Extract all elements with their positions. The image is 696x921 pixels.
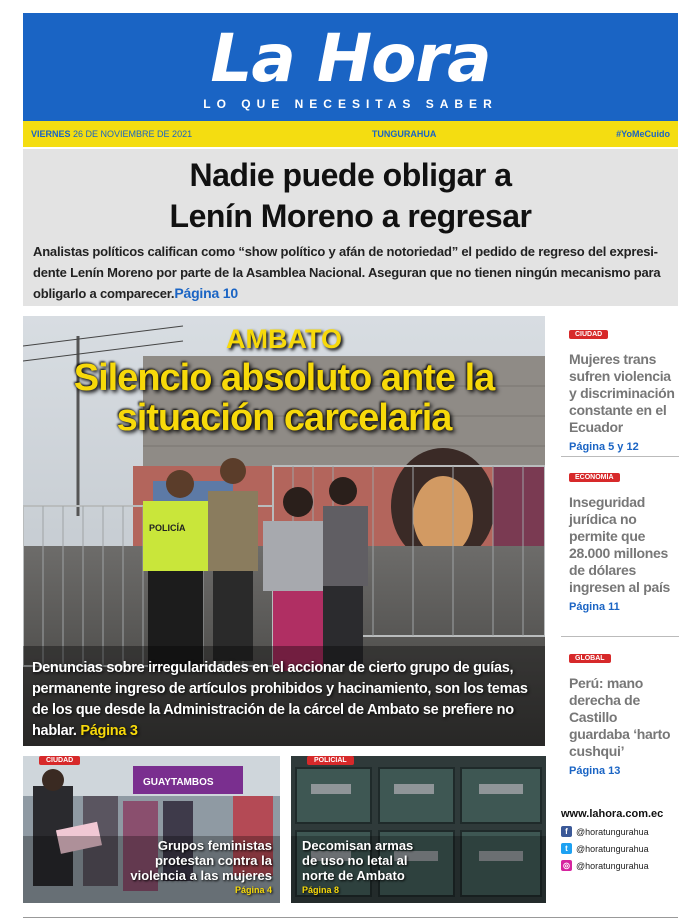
lead-headline[interactable] [23, 155, 678, 237]
brief-3-text: Perú: mano derecha de Castillo guardaba ‘harto cushqui’ [569, 675, 671, 759]
main-caption [32, 658, 542, 742]
facebook-icon: f [561, 826, 572, 837]
bottom-left-tag: CIUDAD [39, 756, 80, 765]
hashtag: #YoMeCuido [616, 129, 670, 139]
date-line [31, 129, 192, 139]
brief-3[interactable] [561, 647, 679, 777]
social-links [561, 808, 686, 871]
brief-1[interactable] [561, 323, 679, 453]
brief-1-page[interactable]: Página 5 y 12 [569, 441, 639, 453]
divider [561, 636, 679, 637]
lead-story [23, 149, 678, 306]
bottom-right-caption-line-1: Decomisan armas [302, 838, 414, 853]
main-page-link[interactable]: Página 3 [80, 723, 138, 739]
bottom-left-page[interactable]: Página 4 [234, 885, 272, 895]
bottom-right-caption-line-3: norte de Ambato [302, 868, 405, 883]
lead-deck-text: Analistas políticos califican como “show político y afán de notoriedad” el pedido de regreso del expresi-dente Lenín Moreno por parte de la Asamblea Nacional. Aseguran que no tienen ningún mecanismo para obligarlo a comparecer. [33, 244, 661, 301]
brief-2[interactable] [561, 466, 679, 613]
twitter-handle: @horatungurahua [576, 843, 649, 854]
bottom-right-caption-line-2: de uso no letal al [302, 853, 408, 868]
weekday: VIERNES [31, 129, 71, 139]
main-headline[interactable] [23, 358, 545, 438]
divider [561, 456, 679, 457]
tagline: LO QUE NECESITAS SABER [203, 97, 498, 111]
bottom-left-story[interactable] [23, 756, 280, 903]
instagram-handle: @horatungurahua [576, 860, 649, 871]
facebook-handle: @horatungurahua [576, 826, 649, 837]
brief-3-tag: GLOBAL [569, 654, 611, 663]
facebook-row[interactable] [561, 826, 686, 837]
twitter-icon: t [561, 843, 572, 854]
twitter-row[interactable] [561, 843, 686, 854]
lead-headline-line-1: Nadie puede obligar a [189, 157, 512, 193]
bottom-left-caption-line-3: violencia a las mujeres [130, 868, 272, 883]
lead-headline-line-2: Lenín Moreno a regresar [169, 198, 532, 234]
brief-2-text: Inseguridad jurídica no permite que 28.000 millones de dólares ingresen al país [569, 494, 671, 595]
police-vest-label: POLICÍA [149, 523, 186, 533]
bottom-left-caption-line-2: protestan contra la [154, 853, 272, 868]
date-band [23, 121, 678, 147]
lead-page-link[interactable]: Página 10 [174, 285, 238, 301]
main-caption-text: Denuncias sobre irregularidades en el accionar de cierto grupo de guías, permanente ingreso de artículos prohibidos y hacinamiento, son los temas de los que desde la Administración de la cárcel de Ambato se prefiere no hablar. [32, 660, 528, 739]
bottom-right-page[interactable]: Página 8 [302, 885, 340, 895]
bottom-left-caption [130, 838, 272, 898]
instagram-icon: ◎ [561, 860, 572, 871]
footer-divider [23, 917, 678, 918]
main-kicker: AMBATO [226, 324, 342, 354]
brief-2-page[interactable]: Página 11 [569, 601, 620, 613]
bottom-right-story[interactable] [291, 756, 546, 903]
brief-3-page[interactable]: Página 13 [569, 765, 621, 777]
bottom-left-caption-line-1: Grupos feministas [157, 838, 272, 853]
brief-1-text: Mujeres trans sufren violencia y discriminación constante en el Ecuador [569, 351, 675, 435]
instagram-row[interactable] [561, 860, 686, 871]
masthead [23, 13, 678, 121]
website-url[interactable]: www.lahora.com.ec [561, 808, 664, 820]
brief-1-tag: CIUDAD [569, 330, 608, 339]
region-label: TUNGURAHUA [371, 129, 437, 139]
logo: La Hora [210, 20, 491, 97]
bottom-right-tag: POLICIAL [307, 756, 354, 765]
protest-banner-text: GUAYTAMBOS [143, 777, 214, 788]
brief-2-tag: ECONOMÍA [569, 473, 620, 482]
date: 26 DE NOVIEMBRE DE 2021 [73, 129, 193, 139]
main-headline-line-1: Silencio absoluto ante la [73, 357, 495, 399]
main-story-photo[interactable] [23, 316, 545, 746]
bottom-right-caption [302, 838, 413, 898]
lead-deck [33, 241, 673, 304]
main-headline-line-2: situación carcelaria [116, 397, 452, 439]
